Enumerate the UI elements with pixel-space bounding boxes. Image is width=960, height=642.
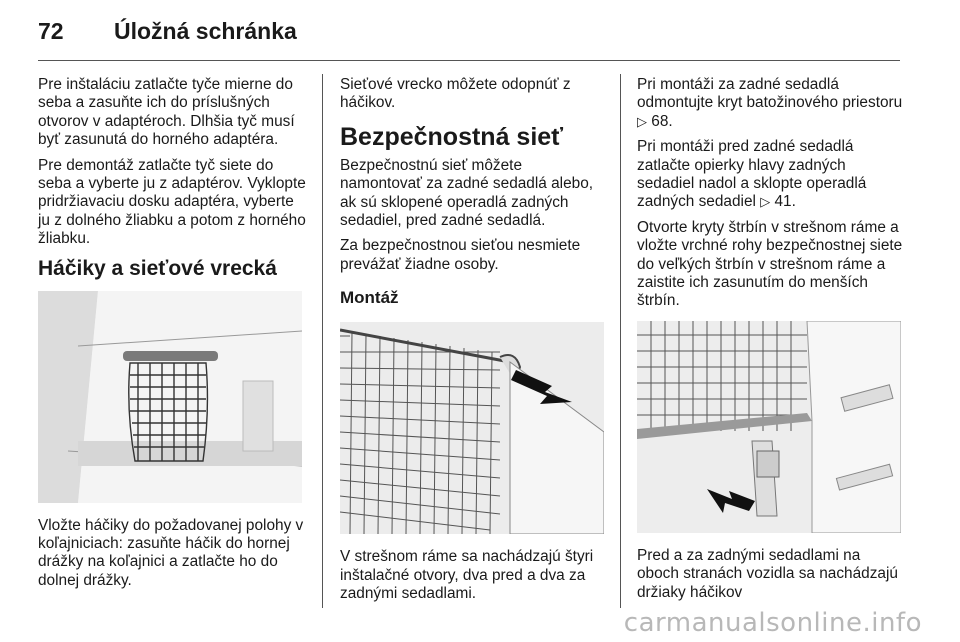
figure-hook-holder [637,321,901,533]
figure-net-pocket [38,291,302,503]
paragraph-no-persons: Za bezpečnostnou sieťou nesmiete prevážať žiadne osoby. [340,237,581,273]
column-3 [637,76,903,609]
section-heading-safety-net: Bezpečnostná sieť [340,122,564,151]
paragraph-slot-covers: Otvorte kryty štrbín v strešnom ráme a vložte vrchné rohy bezpečnostnej siete do veľkých štrbín v strešnom ráme a zaistite ich zasunutím do menších štrbín. [637,218,903,310]
header-divider [38,60,900,61]
page-number: 72 [38,18,64,44]
paragraph-removal: Pre demontáž zatlačte tyč siete do seba a vyberte ju z adaptérov. Vyklopte pridržiavaciu dosku adaptéra, vyberte ju z dolného žliabku a potom z horného žliabku. [38,156,306,248]
page-ref-link-41[interactable]: 41. [774,193,796,211]
paragraph-unhook: Sieťové vrecko môžete odopnúť z háčikov. [340,76,571,112]
watermark: carmanualsonline.info [623,608,922,638]
paragraph-hook-holders: Pred a za zadnými sedadlami na oboch stranách vozidla sa nachádzajú držiaky háčikov [637,546,898,601]
page-header [38,18,297,48]
column-divider-2 [620,74,621,608]
figure-safety-net-mount [340,322,604,534]
paragraph-before-seats: Pri montáži pred zadné sedadlá zatlačte opierky hlavy zadných sedadiel nadol a sklopte operadlá zadných sedadiel ▷ 41. [637,138,867,211]
paragraph-install-holes: V strešnom ráme sa nachádzajú štyri inštalačné otvory, dva pred a dva za zadnými sedadlami. [340,548,594,603]
page-title: Úložná schránka [114,18,297,44]
column-divider-1 [322,74,323,608]
page-ref-link-68[interactable]: 68. [651,112,673,130]
section-heading-mounting: Montáž [340,288,399,308]
page-reference-icon: ▷ [637,113,647,129]
paragraph-behind-seats: Pri montáži za zadné sedadlá odmontujte kryt batožinového priestoru ▷ 68. [637,76,903,130]
paragraph-safety-net: Bezpečnostnú sieť môžete namontovať za zadné sedadlá alebo, ak sú sklopené operadlá zadných sedadiel, pred zadné sedadlá. [340,156,594,230]
paragraph-install: Pre inštaláciu zatlačte tyče mierne do seba a zasuňte ich do príslušných otvorov v adaptéroch. Dlhšia tyč musí byť zasunutá do horného adaptéra. [38,76,295,149]
column-2 [340,76,604,610]
section-heading-hooks: Háčiky a sieťové vrecká [38,256,277,280]
paragraph-hooks: Vložte háčiky do požadovanej polohy v koľajniciach: zasuňte háčik do hornej drážky na koľajnici a zatlačte ho do dolnej drážky. [38,516,304,589]
page-reference-icon: ▷ [760,194,771,210]
column-1 [38,76,310,597]
